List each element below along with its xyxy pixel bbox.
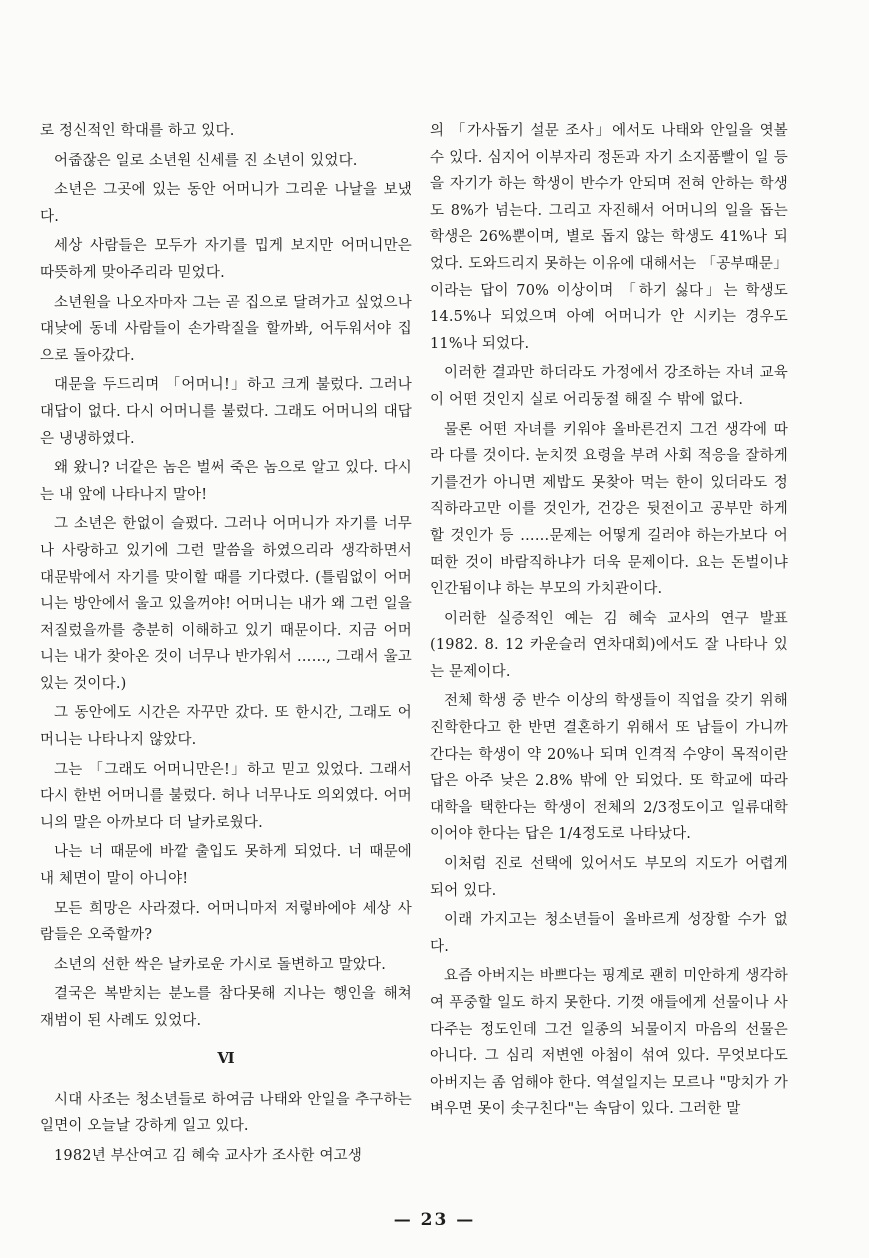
paragraph: 나는 너 때문에 바깥 출입도 못하게 되었다. 너 때문에 내 체면이 말이 아니야! [40,844,412,888]
paragraph: 소년의 선한 싹은 날카로운 가시로 돌변하고 말았다. [54,956,387,973]
paragraph: 그는 「그래도 어머니만은!」하고 믿고 있었다. 그래서 다시 한번 어머니를 불렀다. 허나 너무나도 의외였다. 어머니의 말은 아까보다 더 날카로웠다. [40,761,412,831]
paragraph: 왜 왔니? 너같은 놈은 벌써 죽은 놈으로 알고 있다. 다시는 내 앞에 나타나지 말아! [40,460,412,503]
paragraph: 이러한 결과만 하더라도 가정에서 강조하는 자녀 교육이 어떤 것인지 실로 어리둥절 해질 수 밖에 없다. [430,365,788,408]
paragraph: 1982년 부산여고 김 혜숙 교사가 조사한 여고생 [54,1147,363,1164]
paragraph: 이래 가지고는 청소년들이 올바르게 성장할 수가 없다. [430,912,788,955]
left-column [40,118,412,1172]
paragraph: 시대 사조는 청소년들로 하여금 나태와 안일을 추구하는 일면이 오늘날 강하게 일고 있다. [40,1091,412,1135]
paragraph: 이러한 실증적인 예는 김 혜숙 교사의 연구 발표(1982. 8. 12 카운슬러 연차대회)에서도 잘 나타나 있는 문제이다. [430,610,788,680]
paragraph: 로 정신적인 학대를 하고 있다. [40,123,235,139]
section-heading: Ⅵ [217,1048,235,1067]
paragraph: 그 동안에도 시간은 자꾸만 갔다. 또 한시간, 그래도 어머니는 나타나지 않았다. [40,705,412,749]
paragraph: 소년원을 나오자마자 그는 곧 집으로 달려가고 싶었으나 대낮에 동네 사람들이 손가락질을 할까봐, 어두워서야 집으로 돌아갔다. [40,294,412,364]
paragraph: 어줍잖은 일로 소년원 신세를 진 소년이 있었다. [54,152,358,169]
page-number: — 23 — [393,1210,476,1230]
paragraph: 의 「가사돕기 설문 조사」에서도 나태와 안일을 엿볼 수 있다. 심지어 이부자리 정돈과 자기 소지품빨이 일 등을 자기가 하는 학생이 반수가 안되며 전혀 안하는 학생도 8%가 넘는다. 그리고 자진해서 어머니의 일을 돕는 학생은 26%뿐이며, 별로 돕지 않는 학생도 41%나 되었다. 도와드리지 못하는 이유에 대해서는 「공부때문」이라는 답이 70% 이상이며 「하기 싫다」는 학생도 14.5%나 되었으며 아예 어머니가 안 시키는 경우도 11%나 되었다. [430,123,788,352]
right-column [430,118,788,1126]
paragraph: 이처럼 진로 선택에 있어서도 부모의 지도가 어렵게 되어 있다. [430,856,788,899]
paragraph: 전체 학생 중 반수 이상의 학생들이 직업을 갖기 위해 진학한다고 한 반면 결혼하기 위해서 또 남들이 가니까 간다는 학생이 약 20%나 되며 인격적 수양이 목적이란 답은 아주 낮은 2.8% 밖에 안 되었다. 또 학교에 따라 대학을 택한다는 학생이 전체의 2/3정도이고 일류대학이어야 한다는 답은 1/4정도로 나타났다. [430,693,788,843]
paragraph: 요즘 아버지는 바쁘다는 핑계로 괜히 미안하게 생각하여 푸중할 일도 하지 못한다. 기껏 애들에게 선물이나 사다주는 정도인데 그건 일종의 뇌물이지 마음의 선물은 아니다. 그 심리 저변엔 아첨이 섞여 있다. 무엇보다도 아버지는 좀 엄해야 한다. 역설일지는 모르나 "망치가 가벼우면 못이 솟구친다"는 속담이 있다. 그러한 말 [430,968,788,1118]
paragraph: 결국은 복받치는 분노를 참다못해 지나는 행인을 해쳐 재범이 된 사례도 있었다. [40,986,412,1029]
paragraph: 물론 어떤 자녀를 키워야 올바른건지 그건 생각에 따라 다를 것이다. 눈치껏 요령을 부려 사회 적응을 잘하게 기를건가 아니면 제밥도 못찾아 먹는 한이 있더라도 정직하라고만 이를 것인가, 건강은 뒷전이고 공부만 하게 할 것인가 등 ……문제는 어떻게 길러야 하는가보다 어떠한 것이 바람직하냐가 더욱 문제이다. 요는 돈벌이냐 인간됨이냐 하는 부모의 가치관이다. [430,421,788,598]
paragraph: 모든 희망은 사라졌다. 어머니마저 저렇바에야 세상 사람들은 오죽할까? [40,900,412,944]
paragraph: 그 소년은 한없이 슬펐다. 그러나 어머니가 자기를 너무나 사랑하고 있기에 그런 말씀을 하였으리라 생각하면서 대문밖에서 자기를 맞이할 때를 기다렸다. (틀림없이 어머니는 방안에서 울고 있을꺼야! 어머니는 내가 왜 그런 일을 저질렀을까를 충분히 이해하고 있기 때문이다. 지금 어머니는 내가 찾아온 것이 너무나 반가워서 ……, 그래서 울고 있는 것이다.) [40,516,412,692]
paragraph: 세상 사람들은 모두가 자기를 밉게 보지만 어머니만은 따뜻하게 맞아주리라 믿었다. [40,238,412,281]
paragraph: 대문을 두드리며 「어머니!」하고 크게 불렀다. 그러나 대답이 없다. 다시 어머니를 불렀다. 그래도 어머니의 대답은 냉냉하였다. [40,377,412,447]
paragraph: 소년은 그곳에 있는 동안 어머니가 그리운 나날을 보냈다. [40,182,412,225]
